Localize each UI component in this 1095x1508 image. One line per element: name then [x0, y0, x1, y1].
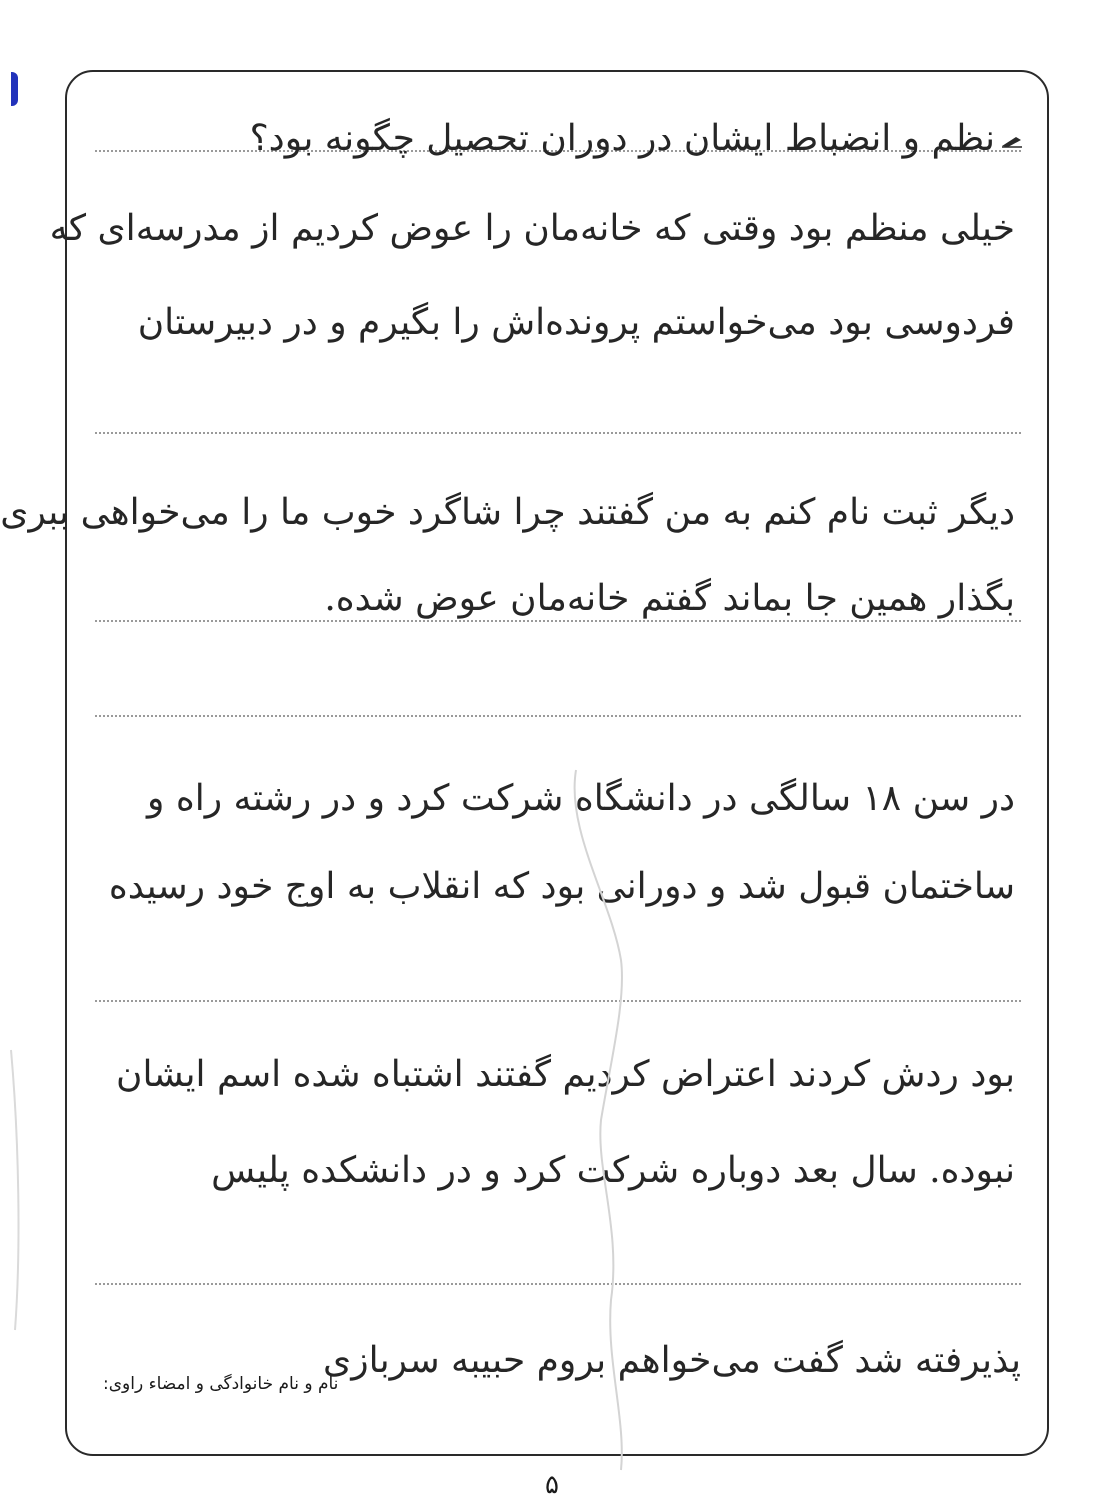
signature-label: نام و نام خانوادگی و امضاء راوی:	[103, 1374, 339, 1394]
answer-line: پذیرفته شد گفت می‌خواهم بروم حبیبه سربازی	[323, 1340, 1021, 1381]
answer-line: در سن ۱۸ سالگی در دانشگاه شرکت کرد و در رشته راه و	[147, 778, 1015, 819]
question-text: نظم و انضباط ایشان در دوران تحصیل چگونه بود؟	[249, 118, 995, 159]
dotted-rule	[95, 432, 1021, 434]
page-number: ۵	[545, 1470, 559, 1500]
dotted-rule	[95, 620, 1021, 622]
answer-line: بگذار همین جا بماند گفتم خانه‌مان عوض شده.	[324, 578, 1015, 619]
answer-line: نبوده. سال بعد دوباره شرکت کرد و در دانشکده پلیس	[211, 1150, 1015, 1191]
blue-ink-mark	[11, 72, 18, 106]
answer-line: بود ردش کردند اعتراض کردیم گفتند اشتباه شده اسم ایشان	[116, 1054, 1015, 1095]
answer-line: ساختمان قبول شد و دورانی بود که انقلاب به اوج خود رسیده	[108, 866, 1015, 907]
dotted-rule	[95, 1000, 1021, 1002]
page-frame	[0, 70, 1049, 1456]
question-line	[250, 118, 1023, 159]
answer-line: فردوسی بود می‌خواستم پرونده‌اش را بگیرم و در دبیرستان	[137, 302, 1015, 343]
answer-line: دیگر ثبت نام کنم به من گفتند چرا شاگرد خوب ما را می‌خواهی ببری	[0, 492, 1015, 533]
dotted-rule	[95, 715, 1021, 717]
pencil-icon	[1001, 134, 1023, 148]
dotted-rule	[95, 1283, 1021, 1285]
answer-line: خیلی منظم بود وقتی که خانه‌مان را عوض کردیم از مدرسه‌ای که	[49, 208, 1015, 249]
